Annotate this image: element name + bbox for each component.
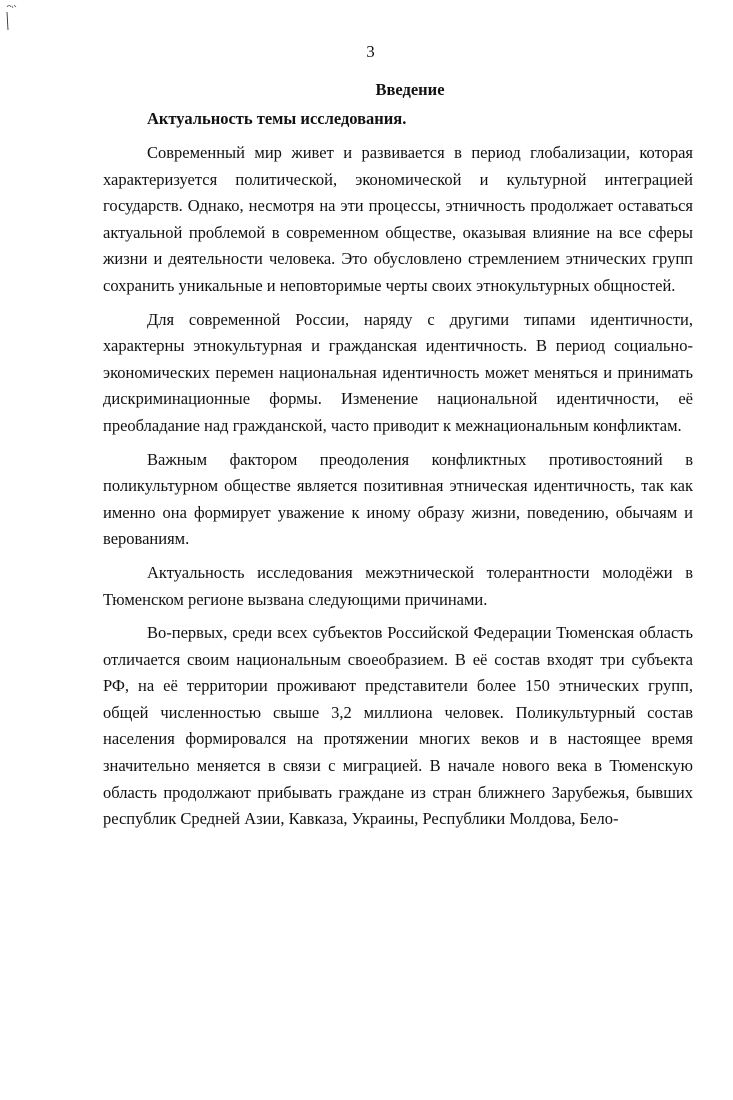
paragraph-relevance-reasons: Актуальность исследования межэтнической толерантности молодёжи в Тюменском регионе вызвана следующими причинами. [103, 562, 693, 609]
section-title: Введение [375, 80, 445, 99]
paragraph-first-reason: Во-первых, среди всех субъектов Российской Федерации Тюменская область отличается своим национальным своеобразием. В её состав входят три субъекта РФ, на её территории проживают представители более 150 этнических групп, общей численностью свыше 3,2 миллиона человек. Поликультурный состав населения формировался на протяжении многих веков и в настоящее время значительно меняется в связи с миграцией. В начале нового века в Тюменскую область продолжают прибывать граждане из стран ближнего Зарубежья, бывших республик Средней Азии, Кавказа, Украины, Республики Молдова, Бело- [103, 623, 693, 829]
paragraph-positive-ethnic-identity: Важным фактором преодоления конфликтных противостояний в поликультурном обществе является позитивная этническая идентичность, так как именно она формирует уважение к иному образу жизни, поведению, обычаям и верованиям. [103, 449, 693, 549]
page-number: 3 [366, 42, 375, 61]
paragraph-globalization: Современный мир живет и развивается в период глобализации, которая характеризуется политической, экономической и культурной интеграцией государств. Однако, несмотря на эти процессы, этничность продолжает оставаться актуальной проблемой в современном обществе, оказывая влияние на все сферы жизни и деятельности человека. Это обусловлено стремлением этнических групп сохранить уникальные и неповторимые черты своих этнокультурных общностей. [103, 143, 693, 295]
page-body [103, 80, 693, 840]
subheading: Актуальность темы исследования. [147, 109, 407, 128]
scan-corner-mark [4, 2, 18, 34]
paragraph-russia-identity: Для современной России, наряду с другими типами идентичности, характерны этнокультурная и гражданская идентичность. В период социально-экономических перемен национальная идентичность может меняться и принимать дискриминационные формы. Изменение национальной идентичности, её преобладание над гражданской, часто приводит к межнациональным конфликтам. [103, 309, 693, 435]
